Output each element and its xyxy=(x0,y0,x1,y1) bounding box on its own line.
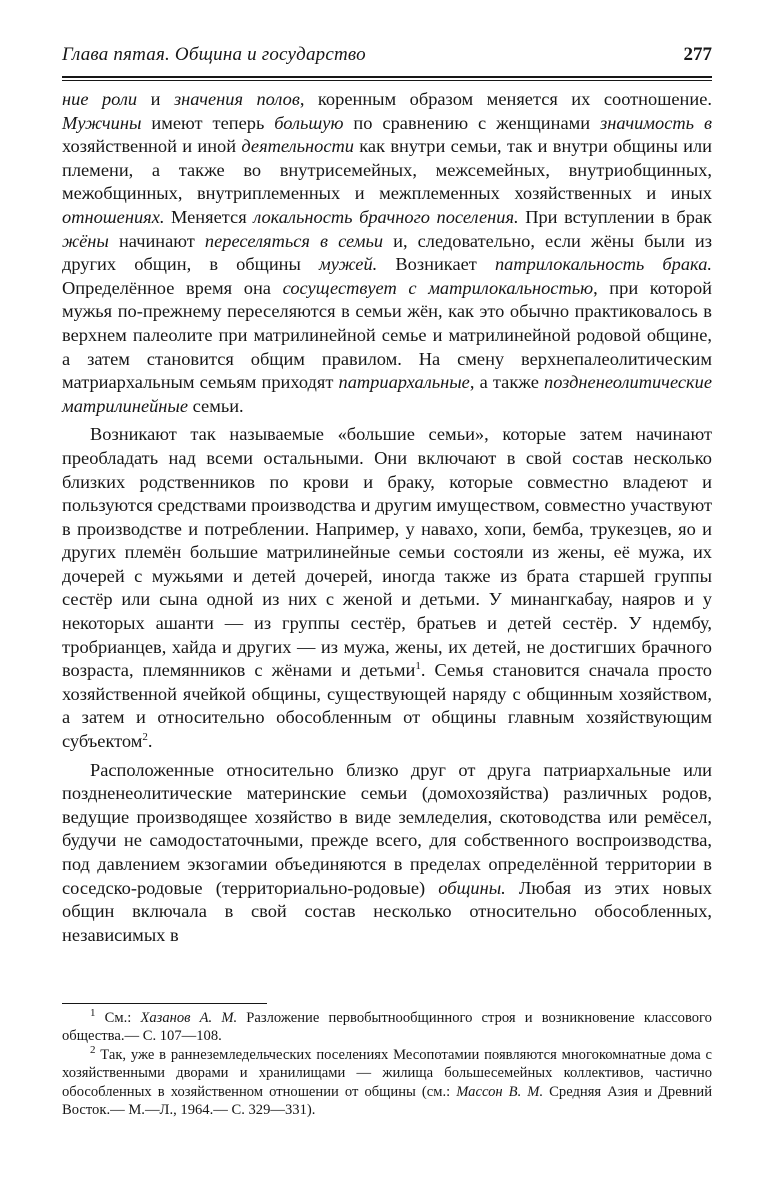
text-run: имеют теперь xyxy=(141,112,275,133)
text-run: , коренным образом меняется их соотношение. xyxy=(299,89,712,109)
footnote-rule xyxy=(62,1003,267,1004)
text-run: Любая из этих новых общин включала в свой состав несколько относительно обособленных, независимых в xyxy=(62,877,712,945)
italic-text: локальность брачного поселения. xyxy=(253,206,519,227)
italic-text: значимость в xyxy=(600,112,712,133)
paragraph-2 xyxy=(62,423,712,753)
footnote-2 xyxy=(62,1043,713,1120)
text-run: и, следовательно, если жёны были из других общин, в общины xyxy=(62,230,713,275)
italic-text: отношениях. xyxy=(62,206,165,227)
italic-text: патриархальные xyxy=(338,372,470,393)
italic-text: значения полов xyxy=(173,89,300,109)
text-run: См.: xyxy=(95,1010,141,1026)
text-run: хозяйственной и иной xyxy=(62,136,242,157)
italic-text: поздненеолитические матрилинейные xyxy=(62,372,712,416)
text-run: Определённое время она xyxy=(62,277,283,298)
italic-text: ние роли xyxy=(62,89,138,109)
text-run: семьи. xyxy=(188,395,244,416)
text-run: по сравнению с женщинами xyxy=(343,112,601,133)
running-head xyxy=(62,40,712,74)
text-run: как внутри семьи, так и внутри общины или племени, а также во внутрисемейных, межсемейных, внутриобщинных, межобщинных, внутриплеменных и межплеменных хозяйственных и иных xyxy=(62,136,712,204)
text-run: Возникает xyxy=(377,254,495,275)
text-run: , при которой мужья по-прежнему переселяются в семьи жён, как это обычно практиковалось в верхнем палеолите при матрилинейной семье и матрилинейной родовой общине, а затем становится общим правилом. На смену верхнепалеолитическим матриархальным семьям приходят xyxy=(62,277,712,393)
text-run: . Семья становится сначала просто хозяйственной ячейкой общины, существующей наряду с общинным хозяйством, а затем и относительно обособленным от общины главным хозяйствующим субъектом xyxy=(62,660,712,752)
italic-text: Массон В. М. xyxy=(456,1083,544,1100)
italic-text: патрилокальность брака. xyxy=(494,254,712,275)
paragraph-3 xyxy=(62,759,712,948)
paragraph-1 xyxy=(62,88,712,418)
text-run: Расположенные относительно близко друг от друга патриархальные или поздненеолитические материнские семьи (домохозяйства) различных родов, ведущие производящее хозяйство в виде земледелия, скотоводства или ремёсел, будучи не самодостаточными, прежде всего, для собственного воспроизводства, под давлением экзогамии объединяются в пределах определённой территории в соседско-родовые (территориально-родовые) xyxy=(62,759,712,898)
text-run: Разложение первобытнообщинного строя и возникновение классового общества.— С. 107—108. xyxy=(62,1010,712,1045)
text-run: начинают xyxy=(108,230,205,251)
italic-text: жёны xyxy=(62,230,109,251)
italic-text: мужей. xyxy=(319,254,378,275)
italic-text: деятельности xyxy=(241,136,354,157)
text-run: Меняется xyxy=(164,206,254,227)
text-run: Так, уже в раннеземледельческих поселениях Месопотамии появляются многокомнатные дома с хозяйственными дворами и хранилищами — жилища большесемейных коллективов, частично обособленных в хозяйственном отношении от общины (см.: xyxy=(62,1046,712,1100)
header-rule xyxy=(62,76,712,78)
text-run: Средняя Азия и Древний Восток.— М.—Л., 1964.— С. 329—331). xyxy=(62,1083,713,1119)
body-text xyxy=(62,88,712,947)
footnote-mark: 2 xyxy=(142,730,148,743)
chapter-title: Глава пятая. Община и государство xyxy=(62,44,366,65)
italic-text: Мужчины xyxy=(62,112,142,133)
header-rule-thin xyxy=(62,80,712,81)
italic-text: Хазанов А. М. xyxy=(140,1010,238,1026)
text-run: , а также xyxy=(469,372,545,393)
text-run: и xyxy=(137,89,174,109)
page-number: 277 xyxy=(683,44,712,65)
text-run: При вступлении в брак xyxy=(518,206,712,227)
footnote-mark: 1 xyxy=(90,1007,96,1020)
italic-text: переселяться в семьи xyxy=(204,230,384,251)
footnote-1 xyxy=(62,1009,712,1046)
italic-text: сосуществует с матрилокальностью xyxy=(282,277,594,298)
footnote-mark: 1 xyxy=(415,660,421,673)
italic-text: большую xyxy=(274,112,344,133)
text-run: . xyxy=(147,731,153,752)
footnote-mark: 2 xyxy=(90,1043,96,1056)
italic-text: общины. xyxy=(438,877,506,898)
text-run: Возникают так называемые «большие семьи», которые затем начинают преобладать над всеми остальными. Они включают в свой состав несколько близких родственников по крови и браку, которые совместно владеют и пользуются средствами производства и другим имуществом, совместно участвуют в производстве и потреблении. Например, у навахо, хопи, бемба, трукезцев, яо и других племён большие матрилинейные семьи состояли из жены, её мужа, их дочерей с мужьями и детей дочерей, иногда также из брата старшей группы сестёр или сына одной из них с женой и детьми. У минангкабау, наяров и у некоторых ашанти — из группы сестёр, братьев и детей сестёр. У ндембу, тробрианцев, хайда и других — из мужа, жены, их детей, не достигших брачного возраста, племянников с жёнами и детьми xyxy=(62,424,712,681)
footnotes xyxy=(62,1009,712,1119)
